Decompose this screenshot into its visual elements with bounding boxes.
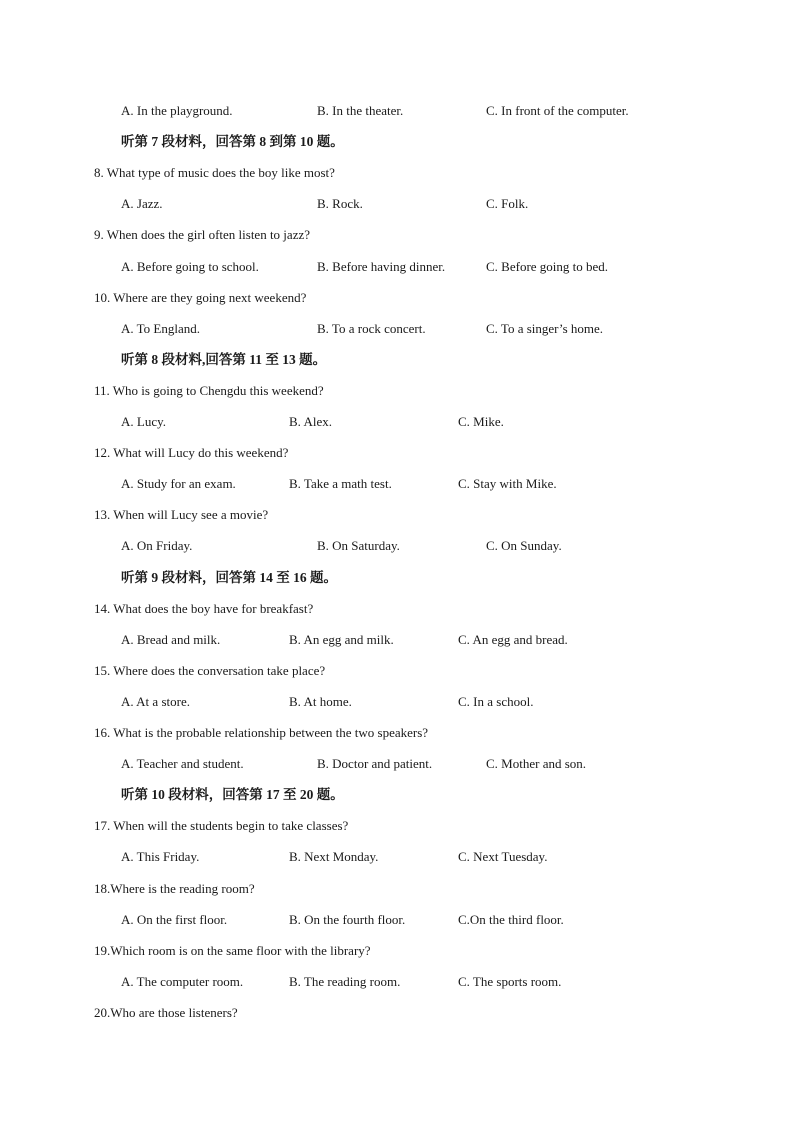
answer-option-c: C.On the third floor. xyxy=(458,912,564,927)
answer-option-a: A. At a store. xyxy=(121,694,190,709)
answer-option-c: C. The sports room. xyxy=(458,974,562,989)
question-text: 9. When does the girl often listen to jazz? xyxy=(94,227,310,242)
question-text: 11. Who is going to Chengdu this weekend? xyxy=(94,383,324,398)
section-heading: 听第 7 段材料，回答第 8 到第 10 题。 xyxy=(121,134,344,149)
question-text: 8. What type of music does the boy like most? xyxy=(94,165,335,180)
answer-option-b: B. Before having dinner. xyxy=(317,259,446,274)
answer-option-b: B. Take a math test. xyxy=(289,476,392,491)
answer-option-c: C. Folk. xyxy=(486,196,529,211)
answer-option-a: A. In the playground. xyxy=(121,103,233,118)
answer-option-a: A. The computer room. xyxy=(121,974,244,989)
answer-option-a: A. On the first floor. xyxy=(121,912,228,927)
answer-option-a: A. Before going to school. xyxy=(121,259,259,274)
section-heading: 听第 10 段材料，回答第 17 至 20 题。 xyxy=(121,787,344,802)
answer-option-a: A. Jazz. xyxy=(121,196,163,211)
question-text: 15. Where does the conversation take place? xyxy=(94,663,326,678)
question-text: 16. What is the probable relationship between the two speakers? xyxy=(94,725,429,740)
question-text: 10. Where are they going next weekend? xyxy=(94,290,307,305)
answer-option-b: B. An egg and milk. xyxy=(289,632,394,647)
answer-option-c: C. Mike. xyxy=(458,414,504,429)
answer-option-c: C. Mother and son. xyxy=(486,756,587,771)
answer-option-a: A. Study for an exam. xyxy=(121,476,236,491)
answer-option-b: B. Doctor and patient. xyxy=(317,756,433,771)
answer-option-c: C. Stay with Mike. xyxy=(458,476,557,491)
answer-option-b: B. In the theater. xyxy=(317,103,404,118)
answer-option-b: B. On Saturday. xyxy=(317,538,400,553)
answer-option-b: B. Rock. xyxy=(317,196,363,211)
question-text: 18.Where is the reading room? xyxy=(94,881,255,896)
answer-option-c: C. To a singer’s home. xyxy=(486,321,604,336)
answer-option-c: C. In a school. xyxy=(458,694,534,709)
question-text: 13. When will Lucy see a movie? xyxy=(94,507,269,522)
answer-option-a: A. Lucy. xyxy=(121,414,167,429)
question-text: 17. When will the students begin to take classes? xyxy=(94,818,349,833)
question-text: 12. What will Lucy do this weekend? xyxy=(94,445,289,460)
answer-option-b: B. On the fourth floor. xyxy=(289,912,406,927)
answer-option-b: B. Next Monday. xyxy=(289,849,379,864)
answer-option-b: B. The reading room. xyxy=(289,974,401,989)
answer-option-c: C. On Sunday. xyxy=(486,538,562,553)
answer-option-a: A. This Friday. xyxy=(121,849,200,864)
answer-option-c: C. Next Tuesday. xyxy=(458,849,548,864)
answer-option-a: A. On Friday. xyxy=(121,538,193,553)
answer-option-c: C. In front of the computer. xyxy=(486,103,629,118)
answer-option-a: A. Bread and milk. xyxy=(121,632,221,647)
answer-option-a: A. Teacher and student. xyxy=(121,756,244,771)
answer-option-b: B. At home. xyxy=(289,694,352,709)
question-text: 14. What does the boy have for breakfast? xyxy=(94,601,314,616)
answer-option-b: B. Alex. xyxy=(289,414,332,429)
question-text: 20.Who are those listeners? xyxy=(94,1005,238,1020)
answer-option-c: C. An egg and bread. xyxy=(458,632,568,647)
section-heading: 听第 8 段材料,回答第 11 至 13 题。 xyxy=(121,352,327,367)
answer-option-b: B. To a rock concert. xyxy=(317,321,426,336)
question-text: 19.Which room is on the same floor with the library? xyxy=(94,943,371,958)
answer-option-c: C. Before going to bed. xyxy=(486,259,609,274)
answer-option-a: A. To England. xyxy=(121,321,201,336)
section-heading: 听第 9 段材料，回答第 14 至 16 题。 xyxy=(121,570,337,585)
